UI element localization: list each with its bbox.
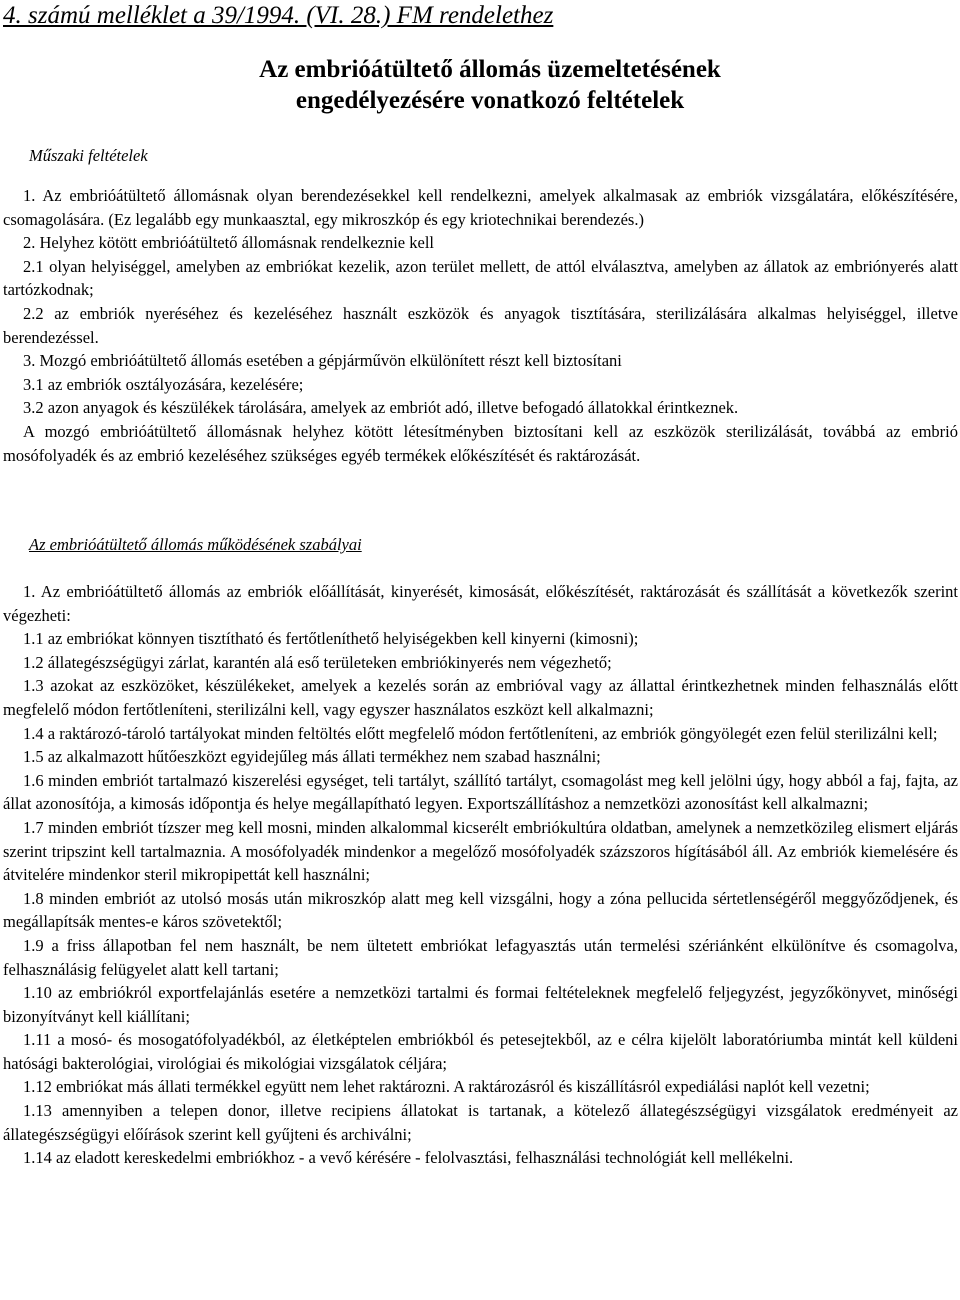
rule-paragraph-1-3: 1.3 azokat az eszközöket, készülékeket, amelyek a kezelés során az embrióval vagy az állattal érintkezhetnek minden felhasználás előtt megfelelő módon fertőtleníteni, sterilizálni kell, vagy egyszer használatos eszközt kell alkalmazni;: [3, 676, 958, 719]
operating-rules-heading: Az embrióátültető állomás működésének szabályai: [29, 535, 362, 554]
technical-paragraph-mobile: A mozgó embrióátültető állomásnak helyhez kötött létesítményben biztosítani kell az eszközök sterilizálását, továbbá az embrió mosófolyadék és az embrió kezeléséhez szükséges egyéb termékek előkészítését és raktározását.: [3, 421, 958, 465]
technical-paragraph-3-2: 3.2 azon anyagok és készülékek tárolására, amelyek az embriót adó, illetve befogadó állatokkal érintkeznek.: [23, 398, 739, 418]
rule-paragraph-1-2: 1.2 állategészségügyi zárlat, karantén alá eső területeken embriókinyerés nem végezhető;: [23, 652, 612, 672]
annex-heading: 4. számú melléklet a 39/1994. (VI. 28.) FM rendelethez: [3, 2, 554, 29]
rule-paragraph-1-12: 1.12 embriókat más állati termékkel együtt nem lehet raktározni. A raktározásról és kiszállításról expediálási naplót kell vezetni;: [23, 1077, 870, 1097]
rule-paragraph-1-9: 1.9 a friss állapotban fel nem használt, be nem ültetett embriókat lefagyasztás után termelési szériánként elkülönítve és csomagolva, felhasználásig felügyelet alatt kell tartani;: [3, 935, 958, 979]
document-title: [200, 54, 780, 116]
rule-paragraph-1: 1. Az embrióátültető állomás az embriók előállítását, kinyerését, kimosását, előkészítését, raktározását és szállítását a következők szerint végezheti:: [3, 582, 958, 625]
technical-paragraph-3-1: 3.1 az embriók osztályozására, kezelésére;: [23, 374, 304, 394]
title-line-1: Az embrióátültető állomás üzemeltetésének: [259, 56, 721, 83]
technical-paragraph-2: 2. Helyhez kötött embrióátültető állomásnak rendelkeznie kell: [23, 233, 434, 253]
rule-paragraph-1-8: 1.8 minden embriót az utolsó mosás után mikroszkóp alatt meg kell vizsgálni, hogy a zóna pellucida sértetlenségéről meggyőződjenek, és megállapítsák mentes-e káros szövetektől;: [3, 888, 958, 932]
title-line-2: engedélyezésére vonatkozó feltételek: [295, 87, 685, 114]
technical-paragraph-3: 3. Mozgó embrióátültető állomás esetében a gépjárművön elkülönített részt kell biztosítani: [23, 351, 622, 371]
rule-paragraph-1-10: 1.10 az embriókról exportfelajánlás esetére a nemzetközi tartalmi és formai feltételeknek megfelelő feljegyzést, jegyzőkönyvet, minőségi bizonyítványt kell kiállítani;: [3, 983, 958, 1026]
technical-paragraph-1: 1. Az embrióátültető állomásnak olyan berendezésekkel kell rendelkezni, amelyek alkalmasak az embriók vizsgálatára, előkészítésére, csomagolására. (Ez legalább egy munkaasztal, egy mikroszkóp és egy kriotechnikai berendezés.): [3, 186, 958, 229]
rule-paragraph-1-1: 1.1 az embriókat könnyen tisztítható és fertőtleníthető helyiségekben kell kinyerni (kimosni);: [23, 629, 639, 649]
operating-rules-section: [3, 580, 958, 1170]
rule-paragraph-1-4: 1.4 a raktározó-tároló tartályokat minden feltöltés előtt megfelelő módon fertőtleníteni, az embriók göngyölegét ezen felül sterilizálni kell;: [23, 723, 938, 743]
technical-paragraph-2-2: 2.2 az embriók nyeréséhez és kezeléséhez használt eszközök és anyagok tisztítására, sterilizálására alkalmas helyiséggel, illetve berendezéssel.: [3, 303, 958, 347]
rule-paragraph-1-11: 1.11 a mosó- és mosogatófolyadékból, az életképtelen embriókból és petesejtekből, az e célra kijelölt laboratóriumba mintát kell küldeni hatósági bakterológiai, virológiai és mikológiai vizsgálatok céljára;: [3, 1030, 958, 1073]
rule-paragraph-1-7: 1.7 minden embriót tízszer meg kell mosni, minden alkalommal kicserélt embriókultúra oldatban, amelynek a nemzetközileg elismert eljárás szerint tripszint kell tartalmaznia. A mosófolyadék mindenkor a megelőző mosófolyadék százszoros hígításából áll. Az embriók kiemelésére és átvitelére mindenkor steril mikropipettát kell használni;: [3, 817, 958, 885]
rule-paragraph-1-5: 1.5 az alkalmazott hűtőeszközt egyidejűleg más állati termékhez nem szabad használni;: [23, 747, 601, 767]
technical-paragraph-2-1: 2.1 olyan helyiséggel, amelyben az embriókat kezelik, azon terület mellett, de attól elválasztva, amelyben az állatok az embriónyerés alatt tartózkodnak;: [3, 256, 958, 300]
technical-conditions-section: [3, 184, 958, 467]
rule-paragraph-1-13: 1.13 amennyiben a telepen donor, illetve recipiens állatokat is tartanak, a kötelező állategészségügyi vizsgálatok eredményeit az állategészségügyi előírások szerint kell gyűjteni és archiválni;: [3, 1101, 958, 1144]
rule-paragraph-1-6: 1.6 minden embriót tartalmazó kiszerelési egységet, teli tartályt, szállító tartályt, csomagolást meg kell jelölni úgy, hogy abból a faj, fajta, az állat azonosítója, a kimosás időpontja és helye megállapítható legyen. Exportszállításhoz a nemzetközi azonosítást kell alkalmazni;: [3, 770, 958, 814]
rule-paragraph-1-14: 1.14 az eladott kereskedelmi embriókhoz - a vevő kérésére - felolvasztási, felhasználási technológiát kell mellékelni.: [23, 1148, 794, 1168]
technical-conditions-heading: Műszaki feltételek: [29, 146, 148, 165]
